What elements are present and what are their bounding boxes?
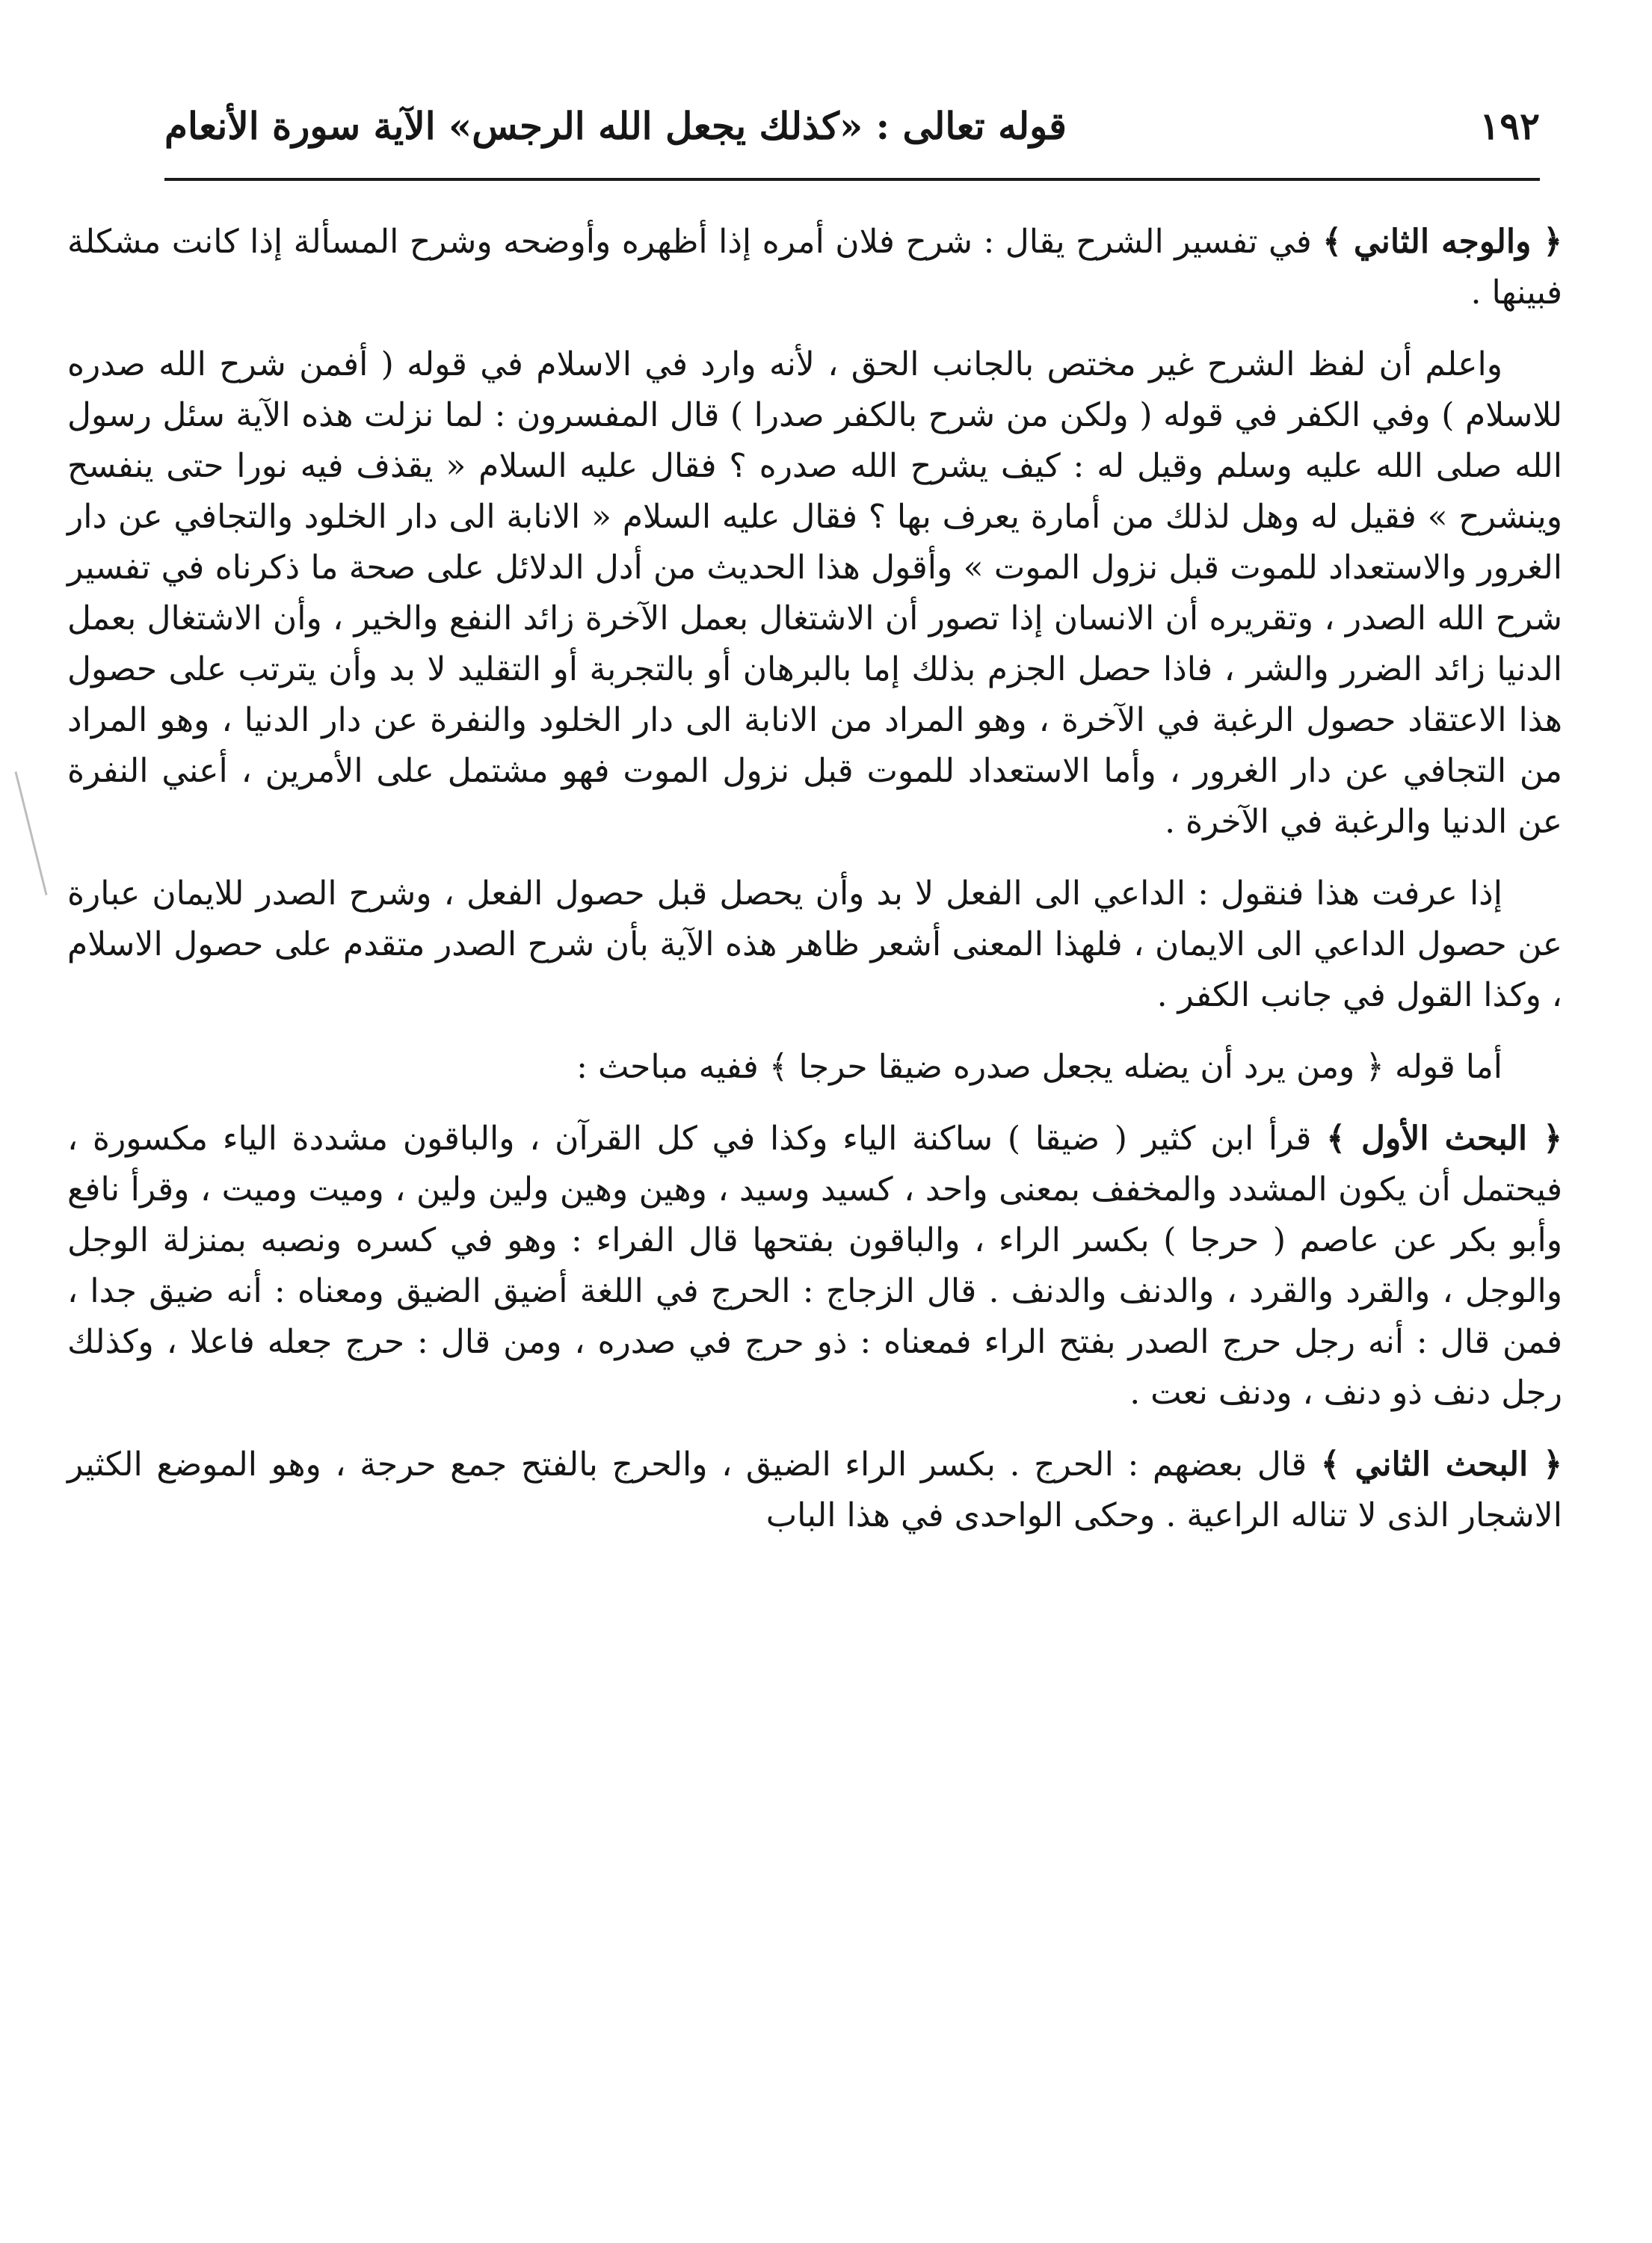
paragraph-second-aspect bbox=[67, 217, 1562, 318]
running-header bbox=[164, 88, 1540, 163]
section-heading: ﴿ البحث الثاني ﴾ bbox=[1320, 1446, 1562, 1484]
header-rule bbox=[164, 178, 1540, 181]
paragraph-text: قرأ ابن كثير ( ضيقا ) ساكنة الياء وكذا في كل القرآن ، والباقون مشددة الياء مكسورة ، فيحتمل أن يكون المشدد والمخفف بمعنى واحد ، كسيد وسيد ، وهين وهين ولين ولين ، وميت وميت ، وقرأ نافع وأبو بكر عن عاصم ( حرجا ) بكسر الراء ، والباقون بفتحها قال الفراء : وهو في كسره ونصبه بمنزلة الوجل والوجل ، والقرد والقرد ، والدنف والدنف . قال الزجاج : الحرج في اللغة أضيق الضيق ومعناه : أنه ضيق جدا ، فمن قال : أنه رجل حرج الصدر بفتح الراء فمعناه : ذو حرج في صدره ، ومن قال : حرج جعله فاعلا ، وكذلك رجل دنف ذو دنف ، ودنف نعت . bbox=[67, 1120, 1562, 1412]
paragraph-text: أما قوله ﴿ ومن يرد أن يضله يجعل صدره ضيقا حرجا ﴾ ففيه مباحث : bbox=[576, 1048, 1502, 1086]
page-number: ١٩٢ bbox=[1479, 103, 1540, 148]
running-title: قوله تعالى : «كذلك يجعل الله الرجس» الآية سورة الأنعام bbox=[164, 103, 1067, 148]
section-heading: ﴿ والوجه الثاني ﴾ bbox=[1322, 223, 1562, 261]
paragraph-second-topic bbox=[67, 1440, 1562, 1541]
paragraph-inference bbox=[67, 868, 1562, 1021]
section-heading: ﴿ البحث الأول ﴾ bbox=[1326, 1120, 1562, 1158]
paragraph-text: قال بعضهم : الحرج . بكسر الراء الضيق ، والحرج بالفتح جمع حرجة ، وهو الموضع الكثير الاشجار الذى لا تناله الراعية . وحكى الواحدى في هذا الباب bbox=[67, 1446, 1562, 1534]
body-text bbox=[67, 217, 1562, 1562]
paragraph-explanation bbox=[67, 339, 1562, 848]
margin-pencil-mark bbox=[14, 771, 47, 895]
paragraph-first-topic bbox=[67, 1114, 1562, 1419]
paragraph-text: في تفسير الشرح يقال : شرح فلان أمره إذا أظهره وأوضحه وشرح المسألة إذا كانت مشكلة فبينها . bbox=[67, 223, 1562, 312]
paragraph-verse-intro bbox=[67, 1042, 1562, 1093]
paragraph-text: واعلم أن لفظ الشرح غير مختص بالجانب الحق ، لأنه وارد في الاسلام في قوله ( أفمن شرح الله صدره للاسلام ) وفي الكفر في قوله ( ولكن من شرح بالكفر صدرا ) قال المفسرون : لما نزلت هذه الآية سئل رسول الله صلى الله عليه وسلم وقيل له : كيف يشرح الله صدره ؟ فقال عليه السلام « يقذف فيه نورا حتى ينفسح وينشرح » فقيل له وهل لذلك من أمارة يعرف بها ؟ فقال عليه السلام « الانابة الى دار الخلود والتجافي عن دار الغرور والاستعداد للموت قبل نزول الموت » وأقول هذا الحديث من أدل الدلائل على صحة ما ذكرناه في تفسير شرح الله الصدر ، وتقريره أن الانسان إذا تصور أن الاشتغال بعمل الآخرة زائد النفع والخير ، وأن الاشتغال بعمل الدنيا زائد الضرر والشر ، فاذا حصل الجزم بذلك إما بالبرهان أو بالتجربة أو التقليد لا بد وأن يترتب على حصول هذا الاعتقاد حصول الرغبة في الآخرة ، وهو المراد من الانابة الى دار الخلود والنفرة عن دار الدنيا ، وهو المراد من التجافي عن دار الغرور ، وأما الاستعداد للموت قبل نزول الموت فهو مشتمل على الأمرين ، أعني النفرة عن الدنيا والرغبة في الآخرة . bbox=[67, 345, 1563, 841]
paragraph-text: إذا عرفت هذا فنقول : الداعي الى الفعل لا بد وأن يحصل قبل حصول الفعل ، وشرح الصدر للايمان عبارة عن حصول الداعي الى الايمان ، فلهذا المعنى أشعر ظاهر هذه الآية بأن شرح الصدر متقدم على حصول الاسلام ، وكذا القول في جانب الكفر . bbox=[67, 874, 1562, 1014]
